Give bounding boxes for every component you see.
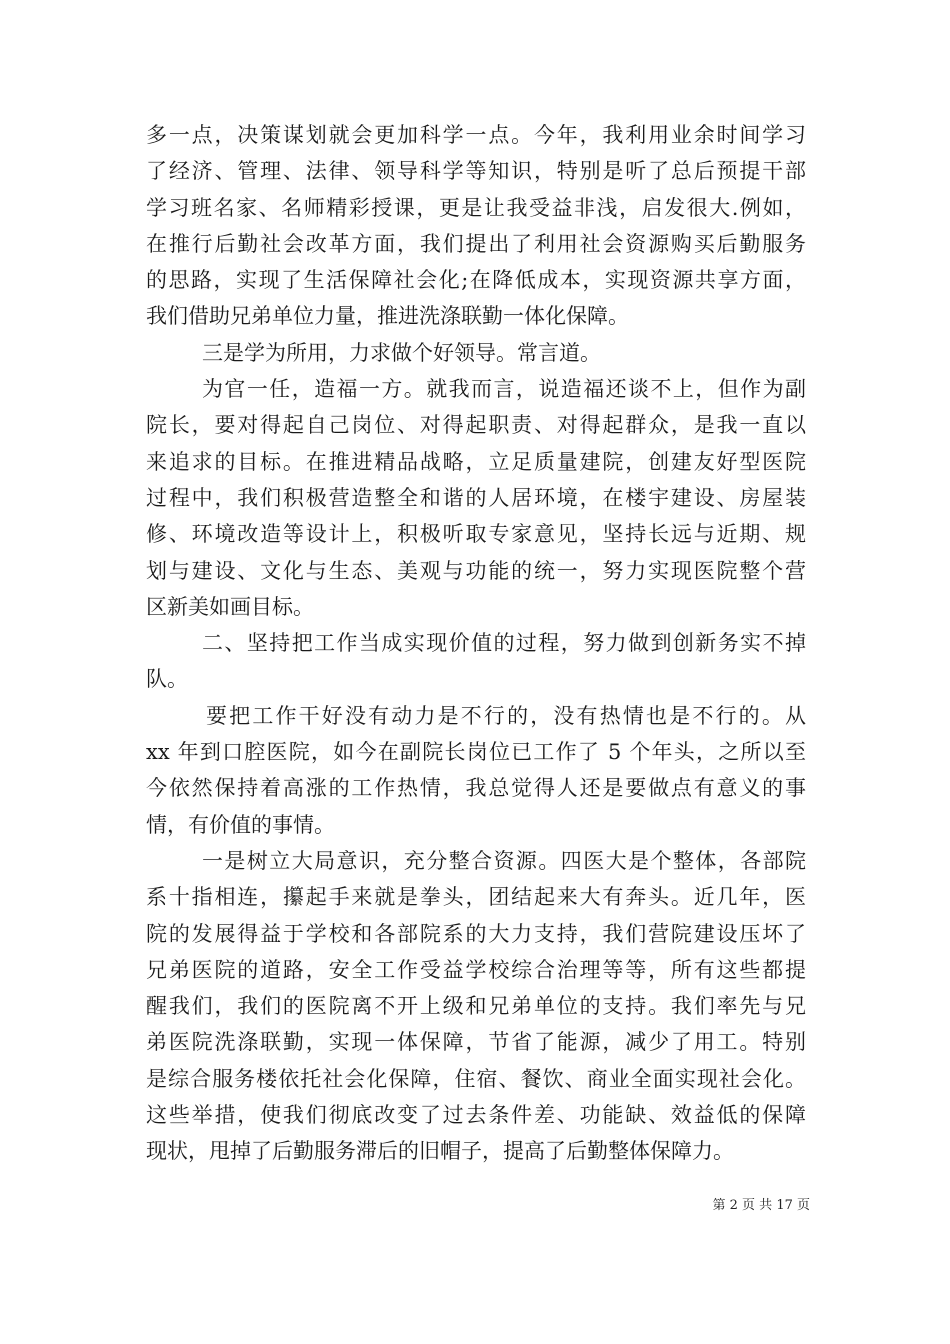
paragraph-line: 划与建设、文化与生态、美观与功能的统一，努力实现医院整个营 — [146, 558, 806, 583]
paragraph-line: 多一点，决策谋划就会更加科学一点。今年，我利用业余时间学习 — [146, 123, 806, 147]
paragraph-line: 要把工作干好没有动力是不行的，没有热情也是不行的。从 — [206, 703, 806, 728]
paragraph-line: 这些举措，使我们彻底改变了过去条件差、功能缺、效益低的保障 — [146, 1103, 806, 1128]
paragraph-line: 三是学为所用，力求做个好领导。常言道。 — [202, 340, 601, 365]
paragraph-line: 院长，要对得起自己岗位、对得起职责、对得起群众，是我一直以 — [146, 413, 806, 438]
paragraph-line: 现状，甩掉了后勤服务滞后的旧帽子，提高了后勤整体保障力。 — [146, 1139, 734, 1164]
paragraph-line: 为官一任，造福一方。就我而言，说造福还谈不上，但作为副 — [202, 377, 806, 402]
paragraph-line: 系十指相连，攥起手来就是拳头，团结起来大有奔头。近几年，医 — [146, 885, 806, 910]
paragraph-line: 修、环境改造等设计上，积极听取专家意见，坚持长远与近期、规 — [146, 522, 806, 547]
section-heading-line: 队。 — [146, 667, 188, 692]
paragraph-line: 来追求的目标。在推进精品战略，立足质量建院，创建友好型医院 — [146, 449, 806, 474]
paragraph-line: 情，有价值的事情。 — [146, 812, 335, 837]
paragraph-line: 弟医院洗涤联勤，实现一体保障，节省了能源，减少了用工。特别 — [146, 1030, 806, 1055]
paragraph-line: 过程中，我们积极营造整全和谐的人居环境，在楼宇建设、房屋装 — [146, 485, 806, 510]
paragraph-line: 学习班名家、名师精彩授课，更是让我受益非浅，启发很大.例如， — [146, 195, 806, 220]
section-heading-line: 二、坚持把工作当成实现价值的过程，努力做到创新务实不掉 — [202, 631, 806, 656]
paragraph-line: 我们借助兄弟单位力量，推进洗涤联勤一体化保障。 — [146, 304, 629, 329]
paragraph-line: 兄弟医院的道路，安全工作受益学校综合治理等等，所有这些都提 — [146, 957, 806, 982]
paragraph-line: 醒我们，我们的医院离不开上级和兄弟单位的支持。我们率先与兄 — [146, 994, 806, 1019]
paragraph-line: 在推行后勤社会改革方面，我们提出了利用社会资源购买后勤服务 — [146, 231, 806, 256]
paragraph-line: 了经济、管理、法律、领导科学等知识，特别是听了总后预提干部 — [146, 159, 806, 184]
page-number-footer: 第 2 页 共 17 页 — [712, 1198, 810, 1213]
paragraph-line: 是综合服务楼依托社会化保障，住宿、餐饮、商业全面实现社会化。 — [146, 1066, 806, 1091]
document-body — [146, 117, 806, 1170]
paragraph-line: 一是树立大局意识，充分整合资源。四医大是个整体，各部院 — [202, 848, 806, 873]
paragraph-line: 区新美如画目标。 — [146, 594, 314, 619]
paragraph-line: xx 年到口腔医院，如今在副院长岗位已工作了 5 个年头，之所以至 — [146, 740, 806, 765]
paragraph-line: 今依然保持着高涨的工作热情，我总觉得人还是要做点有意义的事 — [146, 776, 806, 801]
paragraph-line: 院的发展得益于学校和各部院系的大力支持，我们营院建设压坏了 — [146, 921, 806, 946]
paragraph-line: 的思路，实现了生活保障社会化;在降低成本，实现资源共享方面， — [146, 268, 806, 293]
